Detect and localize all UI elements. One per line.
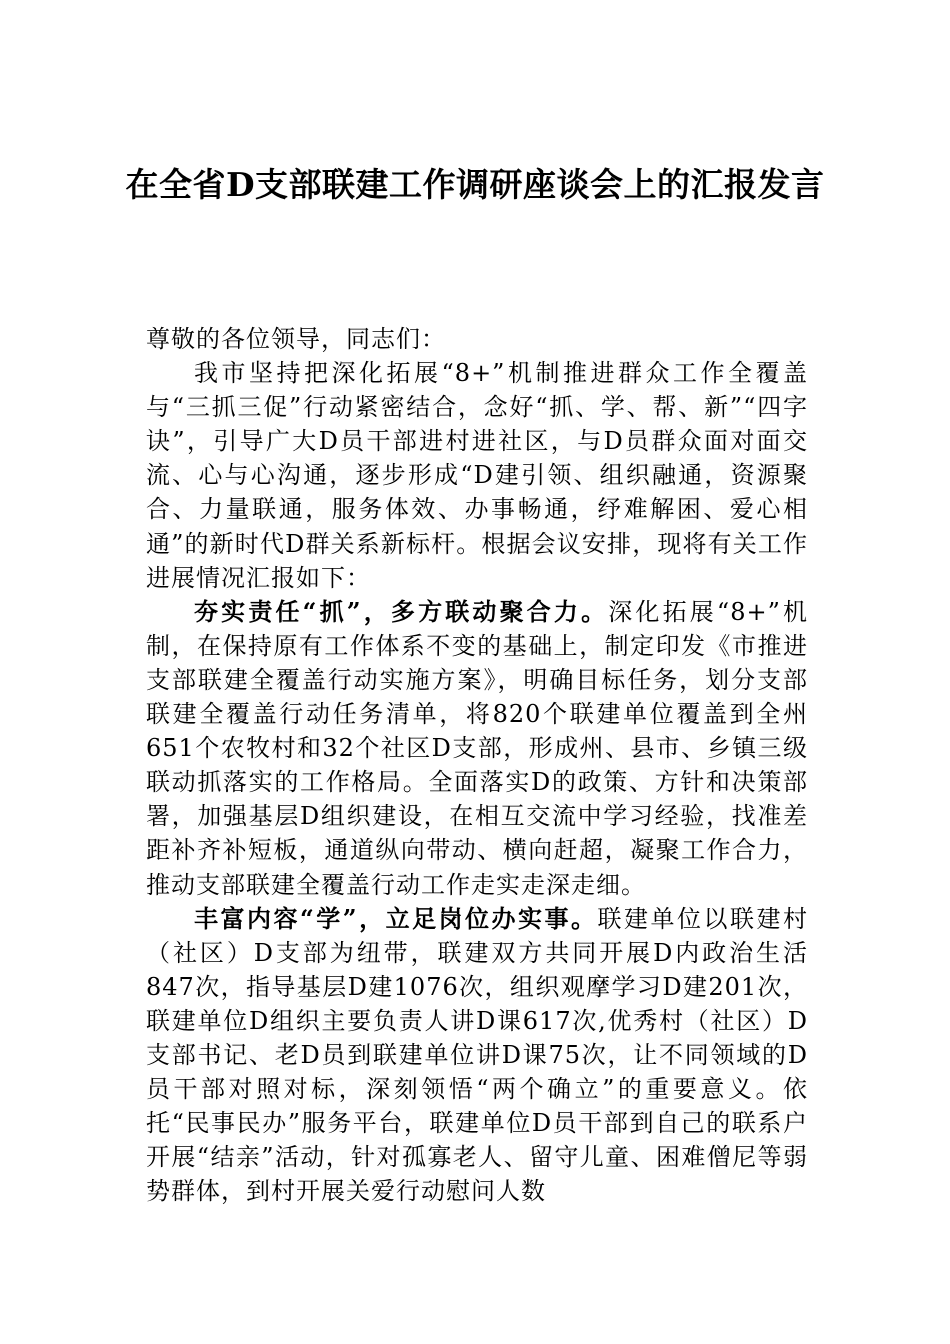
- section-paragraph: [146, 902, 808, 1209]
- salutation: 尊敬的各位领导，同志们：: [146, 325, 446, 353]
- intro-paragraph: 我市坚持把深化拓展“8+”机制推进群众工作全覆盖与“三抓三促”行动紧密结合，念好“抓、学、帮、新”“四字诀”，引导广大D员干部进村进社区，与D员群众面对面交流、心与心沟通，逐步形成“D建引领、组织融通，资源聚合、力量联通，服务体效、办事畅通，纾难解困、爱心相通”的新时代D群关系新标杆。根据会议安排，现将有关工作进展情况汇报如下：: [146, 359, 808, 592]
- section-text: 联建单位以联建村（社区）D支部为纽带，联建双方共同开展D内政治生活847次，指导基层D建1076次，组织观摩学习D建201次，联建单位D组织主要负责人讲D课617次,优秀村（社区）D支部书记、老D员到联建单位讲D课75次，让不同领域的D员干部对照对标，深刻领悟“两个确立”的重要意义。依托“民事民办”服务平台，联建单位D员干部到自己的联系户开展“结亲”活动，针对孤寡老人、留守儿童、困难僧尼等弱势群体，到村开展关爱行动慰问人数: [146, 904, 809, 1206]
- section-heading: 夯实责任“抓”，多方联动聚合力。: [194, 596, 609, 626]
- document-body: [146, 322, 808, 1208]
- section-heading: 丰富内容“学”，立足岗位办实事。: [194, 903, 598, 933]
- section-paragraph: [146, 595, 808, 902]
- section-text: 深化拓展“8+”机制，在保持原有工作体系不变的基础上，制定印发《市推进支部联建全覆盖行动实施方案》，明确目标任务，划分支部联建全覆盖行动任务清单，将820个联建单位覆盖到全州651个农牧村和32个社区D支部，形成州、县市、乡镇三级联动抓落实的工作格局。全面落实D的政策、方针和决策部署，加强基层D组织建设，在相互交流中学习经验，找准差距补齐补短板，通道纵向带动、横向赶超，凝聚工作合力，推动支部联建全覆盖行动工作走实走深走细。: [146, 597, 809, 899]
- document-title: 在全省D支部联建工作调研座谈会上的汇报发言: [125, 165, 825, 204]
